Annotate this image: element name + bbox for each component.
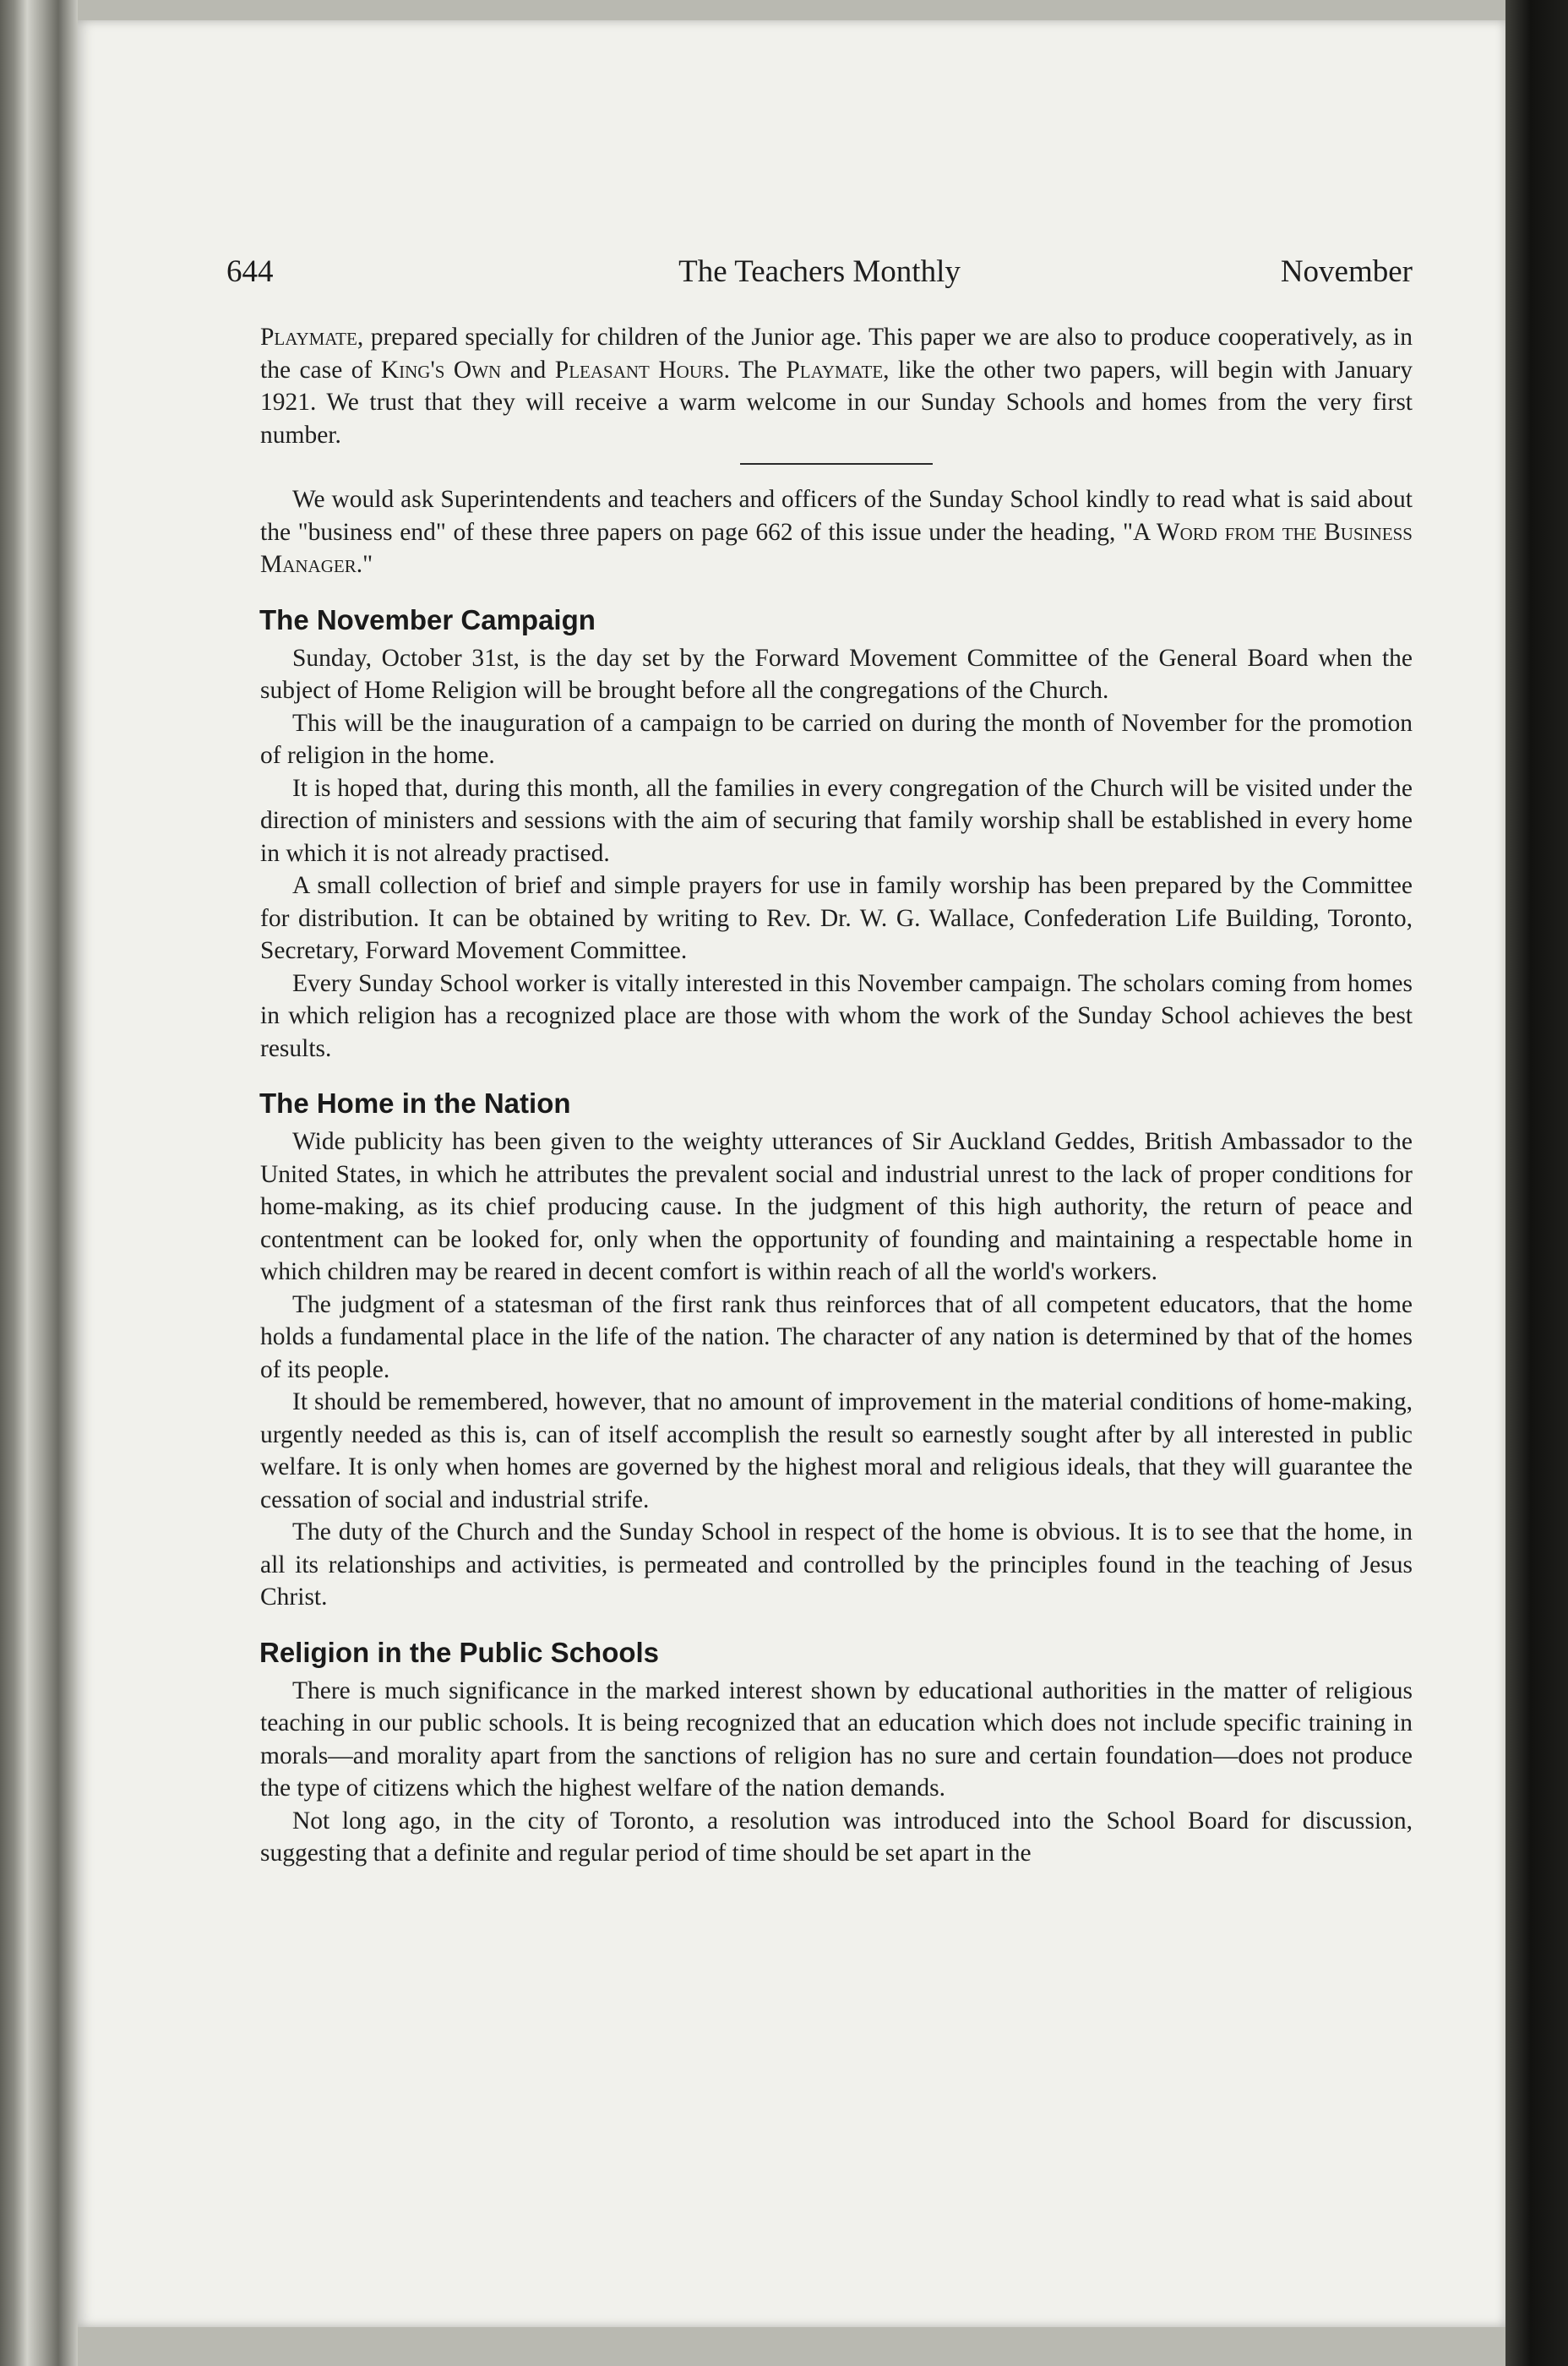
small-caps-text: Playmate [786, 356, 884, 384]
text-run: We would ask Superintendents and teachers and officers of the Sunday School kindly to read what is said about the "business end" of these three papers on page 662 of this issue under the heading, " [260, 486, 1413, 546]
scan-edge [1505, 0, 1568, 2366]
paragraph: This will be the inauguration of a campaign to be carried on during the month of November for the promotion of religion in the home. [260, 709, 1413, 769]
paragraph: Sunday, October 31st, is the day set by the Forward Movement Committee of the General Board when the subject of Home Religion will be brought before all the congregations of the Church. [260, 644, 1413, 704]
journal-title: The Teachers Monthly [678, 254, 961, 289]
page-number: 644 [226, 254, 274, 289]
paragraph: It is hoped that, during this month, all the families in every congregation of the Church will be visited under the direction of ministers and sessions with the aim of securing that family worship shall be established in every home in which it is not already practised. [260, 774, 1413, 867]
section-divider [740, 463, 933, 465]
small-caps-text: A Word from the Business Manager [260, 518, 1413, 578]
issue-month: November [1280, 254, 1413, 289]
intro-paragraph [260, 321, 1413, 451]
paragraph: Wide publicity has been given to the weighty utterances of Sir Auckland Geddes, British Ambassador to the United States, in which he attributes the prevalent social and industrial unrest to the lack of proper conditions for home-making, as its chief producing cause. In the judgment of this high authority, the return of peace and contentment can be looked for, only when the opportunity of founding and maintaining a respectable home in which children may be reared in decent comfort is within reach of all the world's workers. [260, 1128, 1413, 1285]
notice-paragraph [260, 483, 1413, 581]
text-run: . The [723, 356, 787, 384]
text-run: and [501, 356, 555, 384]
paragraph: A small collection of brief and simple prayers for use in family worship has been prepared by the Committee for distribution. It can be obtained by writing to Rev. Dr. W. G. Wallace, Confederation Life Building, Toronto, Secretary, Forward Movement Committee. [260, 872, 1413, 964]
paragraph: Not long ago, in the city of Toronto, a resolution was introduced into the School Board for discussion, suggesting that a definite and regular period of time should be set apart in the [260, 1807, 1413, 1867]
text-run: , like the other two papers, will begin with January 1921. We trust that they will receive a warm welcome in our Sunday Schools and homes from the very first number. [260, 356, 1413, 449]
paragraph: The duty of the Church and the Sunday School in respect of the home is obvious. It is to see that the home, in all its relationships and activities, is permeated and controlled by the principles found in the teaching of Jesus Christ. [260, 1518, 1413, 1611]
section-heading: Religion in the Public Schools [259, 1636, 660, 1668]
section-heading: The November Campaign [259, 603, 596, 635]
book-gutter [0, 0, 78, 2366]
paragraph: There is much significance in the marked interest shown by educational authorities in the matter of religious teaching in our public schools. It is being recognized that an education which does not include specific training in morals—and morality apart from the sanctions of religion has no sure and certain foundation—does not produce the type of citizens which the highest welfare of the nation demands. [260, 1676, 1413, 1802]
text-run: ." [356, 551, 373, 578]
section-heading: The Home in the Nation [259, 1088, 571, 1119]
small-caps-text: Playmate [260, 324, 357, 351]
small-caps-text: King's Own [380, 356, 502, 384]
text-run: , prepared specially for children of the Junior age. This paper we are also to produce cooperatively, as in the case of [260, 324, 1413, 384]
running-head [226, 254, 1413, 304]
article-body [260, 321, 1413, 1870]
paragraph: It should be remembered, however, that no amount of improvement in the material conditions of home-making, urgently needed as this is, can of itself accomplish the result so earnestly sought after by all interested in public welfare. It is only when homes are governed by the highest moral and religious ideals, that they will guarantee the cessation of social and industrial strife. [260, 1388, 1413, 1513]
small-caps-text: Pleasant Hours [554, 356, 724, 384]
paragraph: The judgment of a statesman of the first rank thus reinforces that of all competent educators, that the home holds a fundamental place in the life of the nation. The character of any nation is determined by that of the homes of its people. [260, 1290, 1413, 1383]
paragraph: Every Sunday School worker is vitally interested in this November campaign. The scholars coming from homes in which religion has a recognized place are those with whom the work of the Sunday School achieves the best results. [260, 969, 1413, 1062]
